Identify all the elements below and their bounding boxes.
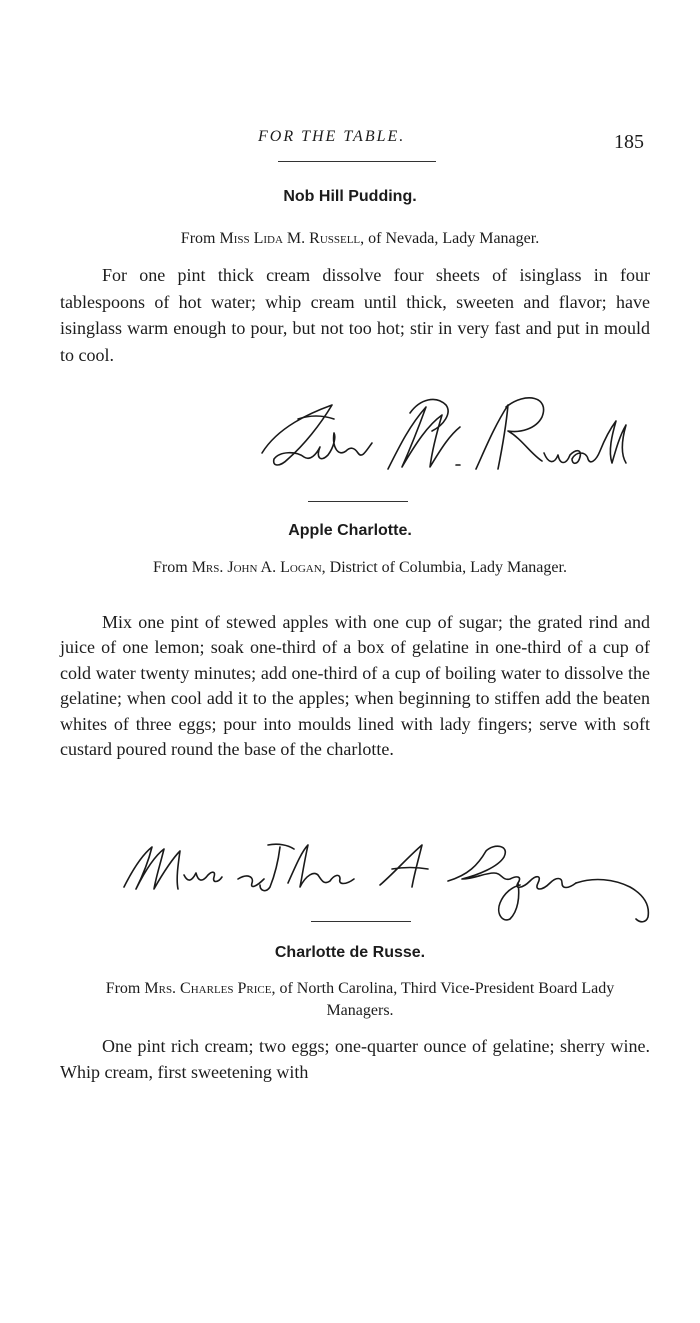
attribution-suffix: , of North Carolina, Third Vice-President Board Lady Managers. bbox=[271, 980, 615, 1019]
header-rule bbox=[278, 161, 436, 162]
section-divider bbox=[308, 501, 408, 502]
attribution-suffix: , of Nevada, Lady Manager. bbox=[360, 230, 540, 247]
attribution-prefix: From bbox=[105, 980, 141, 997]
signature-john-a-logan bbox=[118, 835, 663, 925]
attribution-name: Miss Lida M. Russell bbox=[219, 230, 361, 247]
attribution-prefix: From bbox=[180, 230, 216, 247]
page-number: 185 bbox=[614, 131, 644, 153]
section-divider bbox=[311, 921, 411, 922]
recipe-attribution bbox=[80, 557, 640, 579]
recipe-body: For one pint thick cream dissolve four sheets of isinglass in four tablespoons of hot water; whip cream until thick, sweeten and flavor; have isinglass warm enough to pour, but not too hot; stir in very fast and put in mould to cool. bbox=[60, 265, 650, 365]
attribution-name: Mrs. Charles Price bbox=[144, 980, 272, 997]
recipe-body: One pint rich cream; two eggs; one-quarter ounce of gelatine; sherry wine. Whip cream, first sweetening with bbox=[60, 1036, 650, 1082]
recipe-title-nob-hill-pudding: Nob Hill Pudding. bbox=[283, 188, 417, 205]
attribution-name: Mrs. John A. Logan bbox=[191, 559, 322, 576]
attribution-suffix: , District of Columbia, Lady Manager. bbox=[321, 559, 567, 576]
attribution-prefix: From bbox=[153, 559, 188, 576]
signature-lida-m-russell bbox=[250, 385, 640, 485]
recipe-title-apple-charlotte: Apple Charlotte. bbox=[288, 522, 412, 539]
running-head: FOR THE TABLE. bbox=[258, 128, 406, 145]
recipe-attribution bbox=[80, 978, 640, 1022]
recipe-title-charlotte-de-russe: Charlotte de Russe. bbox=[274, 944, 426, 961]
recipe-body: Mix one pint of stewed apples with one cup of sugar; the grated rind and juice of one lemon; soak one-third of a box of gelatine in one-third of a cup of cold water twenty minutes; add one-third of a cup of boiling water to dissolve the gelatine; when cool add it to the apples; when beginning to stiffen add the beaten whites of three eggs; pour into moulds lined with lady fingers; serve with soft custard poured round the base of the charlotte. bbox=[60, 612, 650, 760]
recipe-attribution bbox=[80, 228, 640, 250]
